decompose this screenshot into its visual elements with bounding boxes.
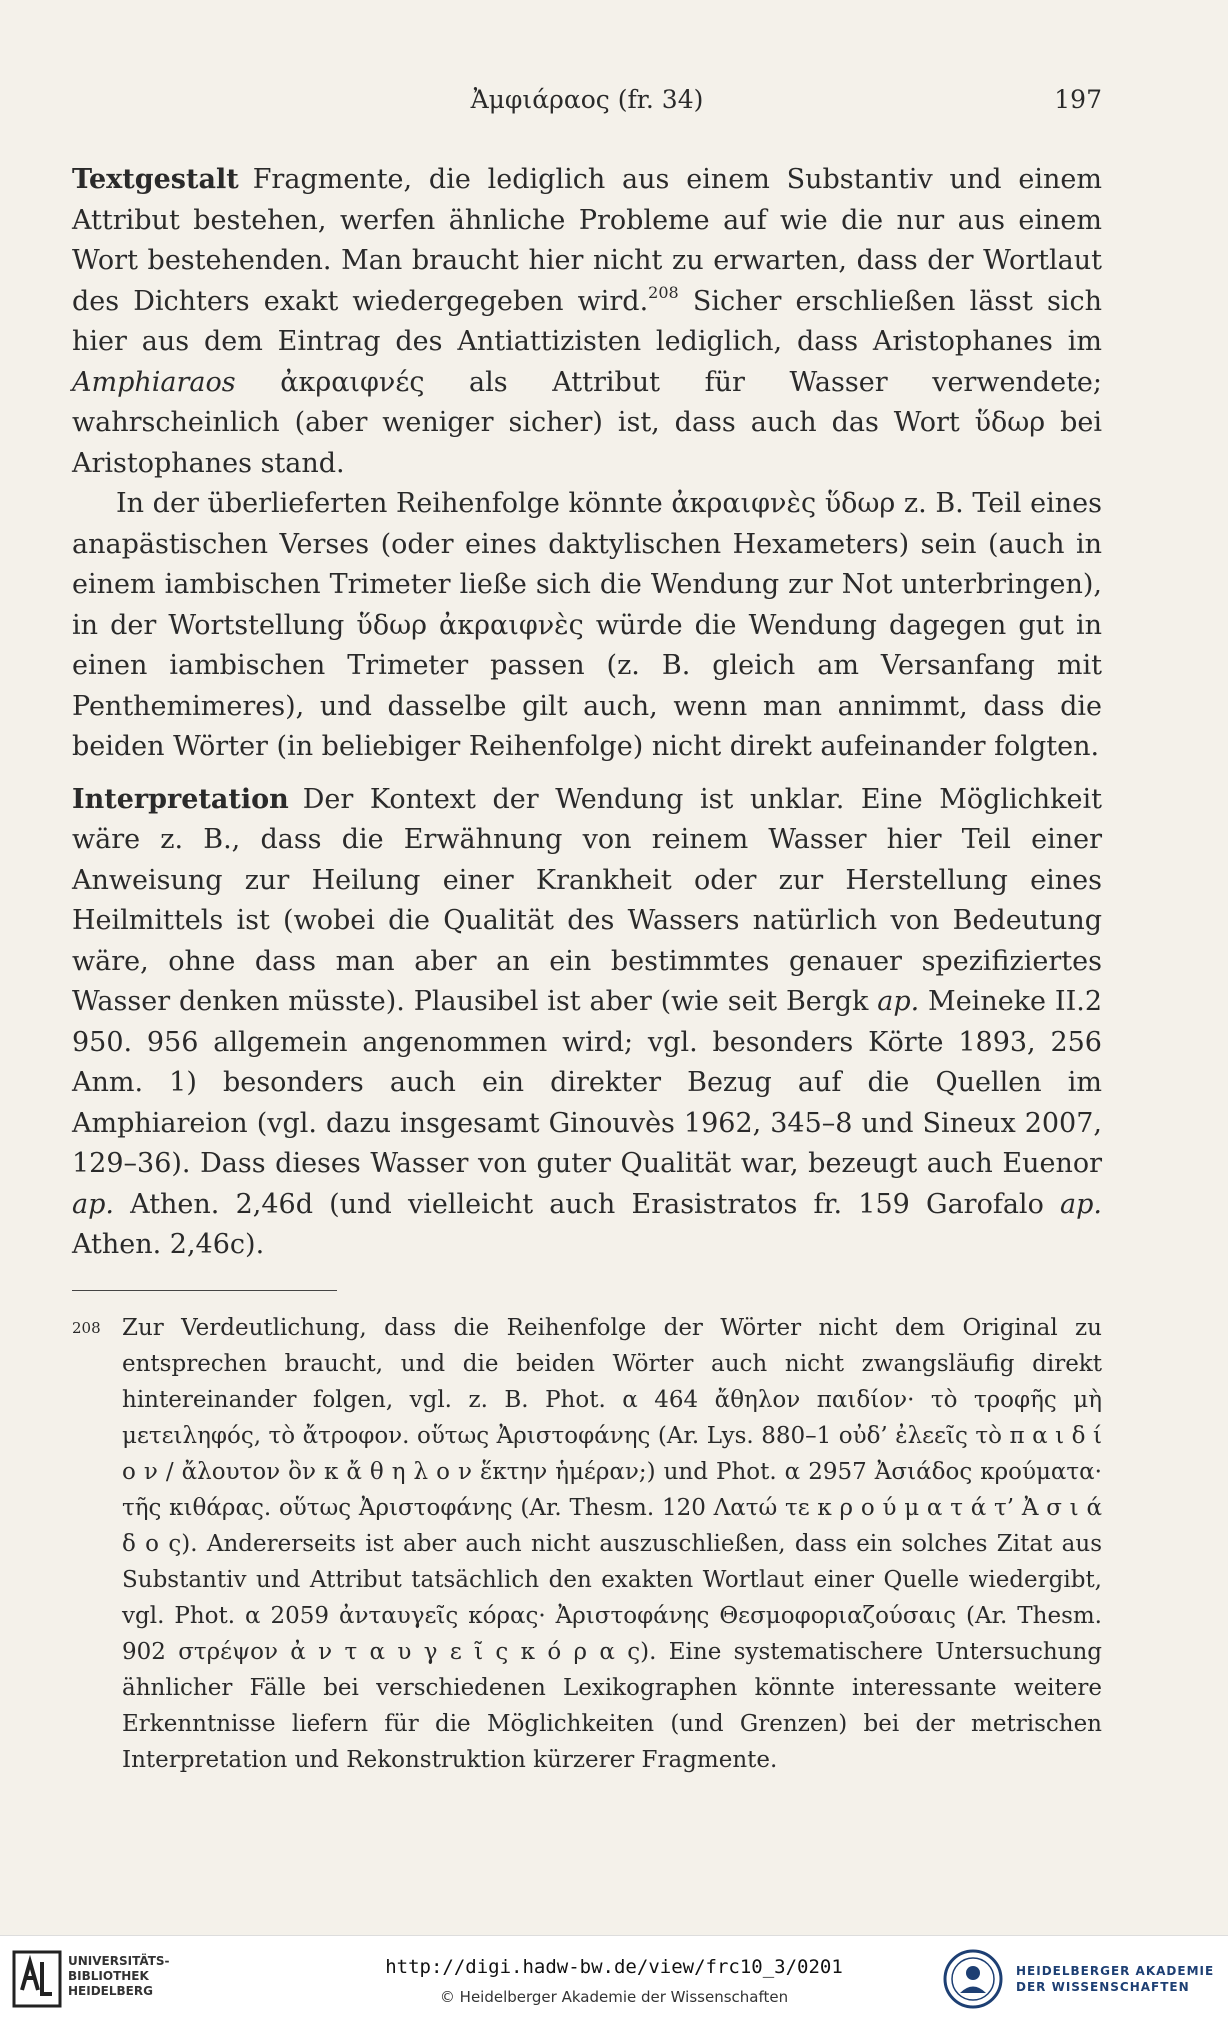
paragraph-text: Sicher erschließen lässt sich hier aus dem Eintrag des Antiattizisten lediglich, dass Aristophanes im bbox=[72, 285, 1103, 357]
academy-logo-line: HEIDELBERGER AKADEMIE bbox=[1016, 1964, 1215, 1978]
section-label: Interpretation bbox=[72, 783, 289, 815]
academy-logo-line: DER WISSENSCHAFTEN bbox=[1016, 1980, 1190, 1994]
footnote-separator bbox=[72, 1290, 337, 1291]
running-title: Ἀμφιάραος (fr. 34) bbox=[470, 85, 704, 114]
italic-title: Amphiaraos bbox=[72, 366, 236, 398]
academy-logo[interactable] bbox=[942, 1948, 1215, 2010]
paragraph-text: Athen. 2,46d (und vielleicht auch Erasistratos fr. 159 Garofalo bbox=[113, 1188, 1061, 1220]
permalink-url[interactable]: http://digi.hadw-bw.de/view/frc10_3/0201 bbox=[385, 1956, 843, 1978]
italic-abbrev: ap. bbox=[72, 1188, 114, 1220]
paragraph-textgestalt bbox=[72, 160, 1102, 484]
paragraph-text: Meineke II.2 950. 956 allgemein angenommen wird; vgl. besonders Körte 1893, 256 Anm. 1) besonders auch ein direkter Bezug auf die Quellen im Amphiareion (vgl. dazu insgesamt Ginouvès 1962, 345–8 und Sineux 2007, 129–36). Dass dieses Wasser von guter Qualität war, bezeugt auch Euenor bbox=[72, 986, 1102, 1179]
section-label: Textgestalt bbox=[72, 164, 239, 195]
library-logo-line: HEIDELBERG bbox=[68, 1984, 153, 1998]
library-logo-line: BIBLIOTHEK bbox=[68, 1969, 149, 1983]
main-text bbox=[72, 160, 1102, 1266]
italic-abbrev: ap. bbox=[877, 986, 920, 1017]
footnote bbox=[72, 1310, 1102, 1778]
paragraph-word-order: In der überlieferten Reihenfolge könnte ἀκραιφνὲς ὕδωρ z. B. Teil eines anapästischen Verses (oder eines daktylischen Hexameters) sein (auch in einem iambischen Trimeter ließe sich die Wendung zur Not unterbringen), in der Wortstellung ὕδωρ ἀκραιφνὲς würde die Wendung dagegen gut in einen iambischen Trimeter passen (z. B. gleich am Versanfang mit Penthemimeres), und dasselbe gilt auch, wenn man annimmt, dass die beiden Wörter (in beliebiger Reihenfolge) nicht direkt aufeinander folgten. bbox=[72, 488, 1102, 762]
paragraph-text: Der Kontext der Wendung ist unklar. Eine Möglichkeit wäre z. B., dass die Erwähnung von reinem Wasser hier Teil einer Anweisung zur Heilung einer Krankheit oder zur Herstellung eines Heilmittels ist (wobei die Qualität des Wassers natürlich von Bedeutung wäre, ohne dass man aber an ein bestimmtes genauer spezifiziertes Wasser denken müsste). Plausibel ist aber (wie seit Bergk bbox=[72, 783, 1102, 1017]
library-logo-line: UNIVERSITÄTS- bbox=[68, 1954, 170, 1968]
footnote-reference[interactable]: 208 bbox=[648, 282, 679, 302]
footnote-text: Zur Verdeutlichung, dass die Reihenfolge der Wörter nicht dem Original zu entsprechen braucht, und die beiden Wörter auch nicht zwangsläufig direkt hintereinander folgen, vgl. z. B. Phot. α 464 ἄθηλον παιδίον· τὸ τροφῆς μὴ μετειληφός, τὸ ἄτροφον. οὕτως Ἀριστοφάνης (Ar. Lys. 880–1 οὐδ’ ἐλεεῖς τὸ π α ι δ ί ο ν / ἄλουτον ὂν κ ἄ θ η λ ο ν ἕκτην ἡμέραν;) und Phot. α 2957 Ἀσιάδος κρούματα· τῆς κιθάρας. οὕτως Ἀριστοφάνης (Ar. Thesm. 120 Λατώ τε κ ρ ο ύ μ α τ ά τ’ Ἀ σ ι ά δ ο ς). Andererseits ist aber auch nicht auszuschließen, dass ein solches Zitat aus Substantiv und Attribut tatsächlich den exakten Wortlaut einer Quelle wiedergibt, vgl. Phot. α 2059 ἀνταυγεῖς κόρας· Ἀριστοφάνης Θεσμοφοριαζούσαις (Ar. Thesm. 902 στρέψον ἀ ν τ α υ γ ε ῖ ς κ ό ρ α ς). Eine systematischere Untersuchung ähnlicher Fälle bei verschiedenen Lexikographen könnte interessante weitere Erkenntnisse liefern für die Möglichkeiten (und Grenzen) bei der metrischen Interpretation und Rekonstruktion kürzerer Fragmente. bbox=[122, 1315, 1102, 1773]
paragraph-text: ἀκραιφνές als Attribut für Wasser verwendete; wahrscheinlich (aber weniger sicher) ist, dass auch das Wort ὕδωρ bei Aristophanes stand. bbox=[72, 366, 1102, 479]
footnote-number: 208 bbox=[72, 1319, 101, 1337]
paragraph-text: Fragmente, die lediglich aus einem Substantiv und einem Attribut bestehen, werfen ähnliche Probleme auf wie die nur aus einem Wort bestehenden. Man braucht hier nicht zu erwarten, dass der Wortlaut des Dichters exakt wiedergegeben wird. bbox=[72, 164, 1102, 317]
viewer-footer bbox=[0, 1935, 1228, 2022]
paragraph-text: Athen. 2,46c). bbox=[72, 1229, 265, 1260]
page-number: 197 bbox=[1054, 85, 1102, 114]
running-header bbox=[72, 85, 1102, 125]
italic-abbrev: ap. bbox=[1060, 1188, 1102, 1220]
academy-seal-icon bbox=[942, 1948, 1006, 2010]
copyright-notice: © Heidelberger Akademie der Wissenschaften bbox=[439, 1988, 789, 2006]
paragraph-interpretation bbox=[72, 780, 1102, 1266]
